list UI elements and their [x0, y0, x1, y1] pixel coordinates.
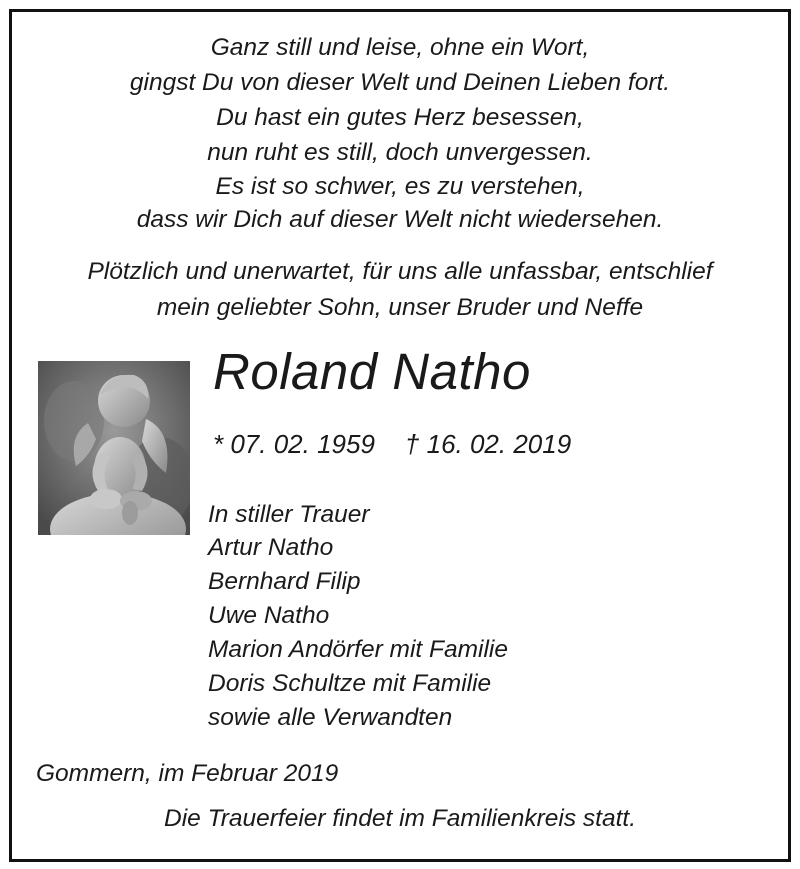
mourner-line-6: Doris Schultze mit Familie: [208, 670, 492, 697]
place-and-date: Gommern, im Februar 2019: [36, 760, 339, 787]
mourner-line-7: sowie alle Verwandten: [208, 704, 453, 731]
poem-line-1: Ganz still und leise, ohne ein Wort,: [210, 34, 590, 61]
intro-line-2: mein geliebter Sohn, unser Bruder und Neffe: [156, 294, 644, 321]
death-date: † 16. 02. 2019: [404, 429, 572, 459]
mourner-line-1: In stiller Trauer: [208, 501, 370, 528]
funeral-note: Die Trauerfeier findet im Familienkreis statt.: [164, 805, 636, 832]
mourner-line-4: Uwe Natho: [208, 602, 330, 629]
mourner-line-3: Bernhard Filip: [208, 568, 361, 595]
intro-line-1: Plötzlich und unerwartet, für uns alle unfassbar, entschlief: [87, 258, 713, 285]
poem-line-3: Du hast ein gutes Herz besessen,: [216, 104, 584, 131]
poem-line-6: dass wir Dich auf dieser Welt nicht wiedersehen.: [136, 206, 664, 233]
poem-line-4: nun ruht es still, doch unvergessen.: [207, 139, 593, 166]
angel-figure-icon: [38, 361, 190, 535]
poem-line-2: gingst Du von dieser Welt und Deinen Lieben fort.: [129, 69, 671, 96]
birth-date: * 07. 02. 1959: [213, 429, 375, 459]
mourner-line-5: Marion Andörfer mit Familie: [208, 636, 508, 663]
mourner-line-2: Artur Natho: [208, 534, 334, 561]
life-dates: [213, 431, 571, 457]
poem-line-5: Es ist so schwer, es zu verstehen,: [215, 173, 585, 200]
deceased-name: Roland Natho: [213, 343, 531, 400]
